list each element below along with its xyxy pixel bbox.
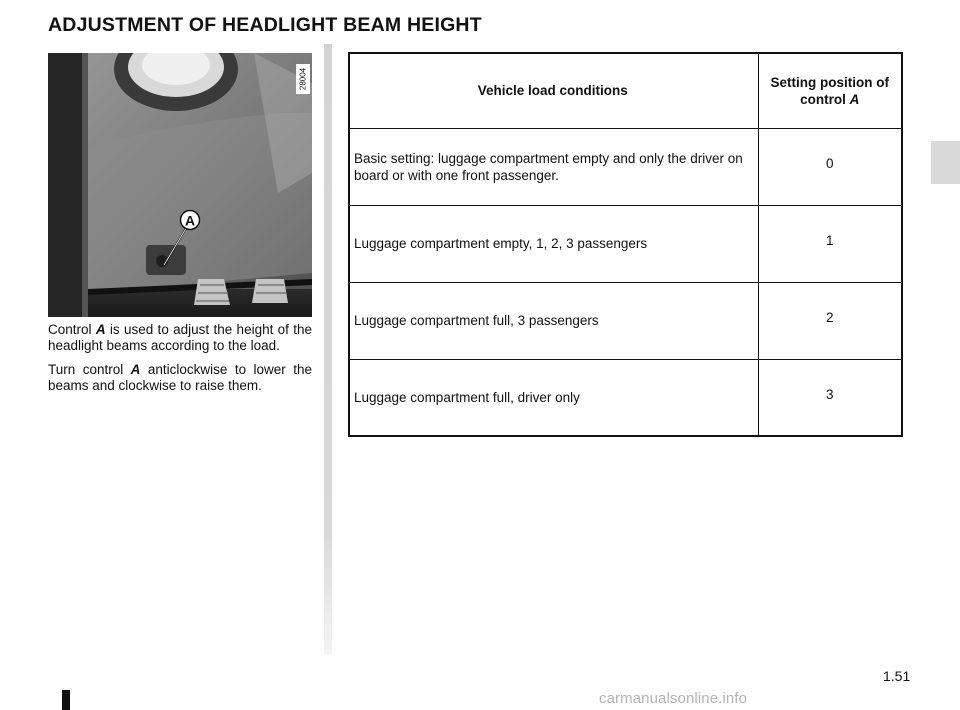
page-number: 1.51 <box>883 668 911 684</box>
description <box>48 322 312 402</box>
header-setting-position: Setting position of control A <box>758 53 902 128</box>
description-paragraph-2: Turn control A anticlockwise to lower the beams and clockwise to raise them. <box>48 362 313 393</box>
row-position: 1 <box>758 205 902 282</box>
load-settings-table <box>348 52 903 437</box>
table-row <box>349 359 902 436</box>
table-header-row <box>349 53 902 128</box>
dashboard-photo <box>48 53 312 317</box>
row-position: 0 <box>758 128 902 205</box>
row-condition: Basic setting: luggage compartment empty and only the driver on board or with one front passenger. <box>349 128 758 205</box>
row-condition: Luggage compartment full, driver only <box>349 359 758 436</box>
dashboard-illustration <box>48 53 312 317</box>
control-a-label: A <box>130 362 141 377</box>
row-condition: Luggage compartment full, 3 passengers <box>349 282 758 359</box>
table-row <box>349 128 902 205</box>
row-position: 3 <box>758 359 902 436</box>
table-row <box>349 282 902 359</box>
watermark: carmanualsonline.info <box>599 690 748 707</box>
control-a-label: A <box>95 322 106 337</box>
description-paragraph-1: Control A is used to adjust the height of the headlight beams according to the load. <box>48 322 312 353</box>
crop-mark <box>62 690 70 710</box>
page-title: ADJUSTMENT OF HEADLIGHT BEAM HEIGHT <box>48 14 482 36</box>
figure-reference-code <box>296 64 310 94</box>
chapter-tab <box>931 141 960 184</box>
table-row <box>349 205 902 282</box>
row-position: 2 <box>758 282 902 359</box>
figure-reference-code-text: 28004 <box>298 67 308 91</box>
callout-label-a: A <box>184 212 196 229</box>
column-divider <box>324 44 332 654</box>
row-condition: Luggage compartment empty, 1, 2, 3 passengers <box>349 205 758 282</box>
header-vehicle-load-conditions: Vehicle load conditions <box>349 53 758 128</box>
